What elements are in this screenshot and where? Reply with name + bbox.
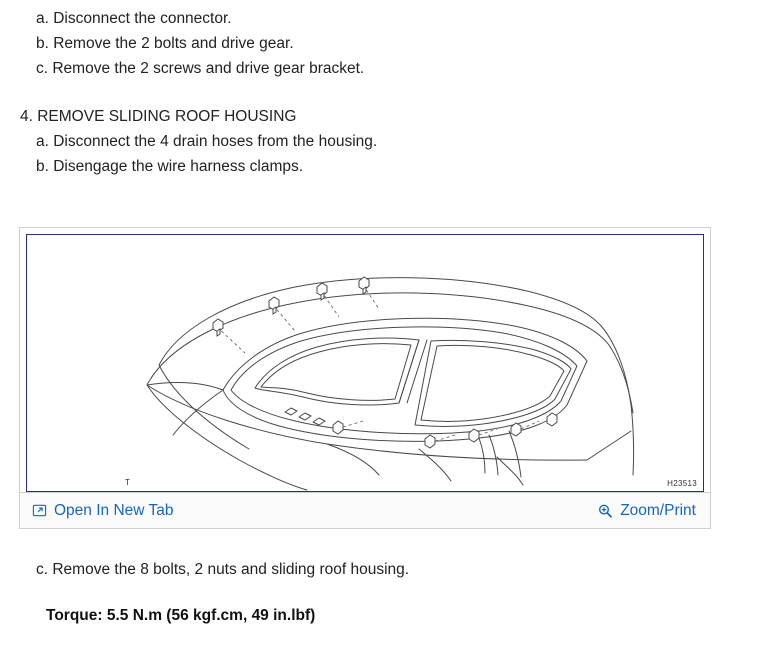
zoom-print-label: Zoom/Print: [620, 501, 696, 519]
step-c-remove-8-bolts: c. Remove the 8 bolts, 2 nuts and sliding roof housing.: [36, 561, 410, 578]
after-figure-block: [20, 557, 740, 582]
spacer: [20, 81, 740, 104]
step-b-remove-bolts-drive-gear: b. Remove the 2 bolts and drive gear.: [36, 35, 294, 52]
figure-toolbar: [20, 492, 710, 528]
open-in-new-tab-button[interactable]: [32, 502, 173, 520]
zoom-print-button[interactable]: [597, 502, 696, 520]
sliding-roof-housing-illustration: [27, 235, 704, 491]
new-tab-icon: [32, 503, 47, 518]
step-c-remove-screws-bracket: c. Remove the 2 screws and drive gear bracket.: [36, 60, 365, 77]
torque-note: Torque: 5.5 N.m (56 kgf.cm, 49 in.lbf): [46, 607, 316, 624]
figure-panel: [19, 227, 711, 529]
figure-corner-mark: T: [125, 478, 130, 487]
figure-image[interactable]: [26, 234, 704, 492]
step-b-disengage-clamps: b. Disengage the wire harness clamps.: [36, 158, 304, 175]
section-heading-remove-sliding-roof-housing: 4. REMOVE SLIDING ROOF HOUSING: [20, 108, 297, 125]
step-a-disconnect-connector: a. Disconnect the connector.: [36, 10, 232, 27]
open-in-new-tab-label: Open In New Tab: [54, 501, 174, 519]
step-a-disconnect-drain-hoses: a. Disconnect the 4 drain hoses from the housing.: [36, 133, 378, 150]
figure-code-label: H23513: [667, 479, 697, 488]
magnifier-plus-icon: [597, 503, 613, 519]
top-steps-block: [20, 6, 740, 179]
